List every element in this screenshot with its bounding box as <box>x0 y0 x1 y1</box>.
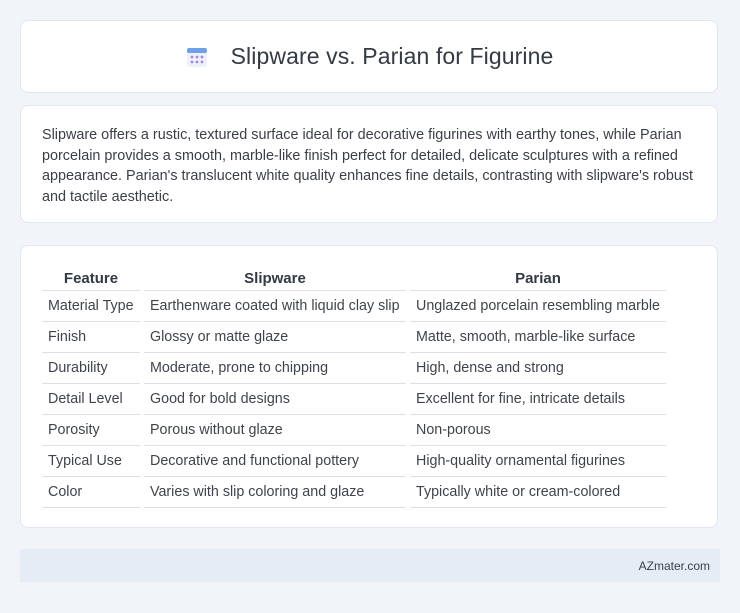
table-row <box>42 353 666 384</box>
table-row <box>42 415 666 446</box>
parian-cell: Unglazed porcelain resembling marble <box>410 291 666 322</box>
feature-cell: Typical Use <box>42 446 140 477</box>
comparison-table-card <box>20 245 718 528</box>
feature-cell: Porosity <box>42 415 140 446</box>
feature-cell: Material Type <box>42 291 140 322</box>
parian-cell: High-quality ornamental figurines <box>410 446 666 477</box>
footer-bar <box>20 549 720 582</box>
slipware-cell: Porous without glaze <box>144 415 406 446</box>
feature-cell: Detail Level <box>42 384 140 415</box>
table-row <box>42 384 666 415</box>
comparison-table <box>42 266 666 508</box>
column-header-feature: Feature <box>42 266 140 291</box>
slipware-cell: Moderate, prone to chipping <box>144 353 406 384</box>
footer-source-link[interactable]: AZmater.com <box>638 558 710 573</box>
slipware-cell: Varies with slip coloring and glaze <box>144 477 406 508</box>
description-text: Slipware offers a rustic, textured surface ideal for decorative figurines with earthy tones, while Parian porcelain provides a smooth, marble-like finish perfect for detailed, delicate sculptures with a refined appearance. Parian's translucent white quality enhances fine details, contrasting with slipware's robust and tactile aesthetic. <box>42 127 694 205</box>
description-card <box>20 105 718 223</box>
table-row <box>42 477 666 508</box>
table-row <box>42 291 666 322</box>
feature-cell: Durability <box>42 353 140 384</box>
parian-cell: Non-porous <box>410 415 666 446</box>
parian-cell: Excellent for fine, intricate details <box>410 384 666 415</box>
slipware-cell: Decorative and functional pottery <box>144 446 406 477</box>
table-row <box>42 322 666 353</box>
feature-cell: Finish <box>42 322 140 353</box>
column-header-slipware: Slipware <box>144 266 406 291</box>
table-row <box>42 446 666 477</box>
table-header-row <box>42 266 666 291</box>
column-header-parian: Parian <box>410 266 666 291</box>
parian-cell: Matte, smooth, marble-like surface <box>410 322 666 353</box>
page-title: Slipware vs. Parian for Figurine <box>230 43 554 69</box>
parian-cell: High, dense and strong <box>410 353 666 384</box>
slipware-cell: Glossy or matte glaze <box>144 322 406 353</box>
parian-cell: Typically white or cream-colored <box>410 477 666 508</box>
feature-cell: Color <box>42 477 140 508</box>
title-card <box>20 20 718 93</box>
calendar-icon <box>185 45 209 69</box>
slipware-cell: Earthenware coated with liquid clay slip <box>144 291 406 322</box>
slipware-cell: Good for bold designs <box>144 384 406 415</box>
